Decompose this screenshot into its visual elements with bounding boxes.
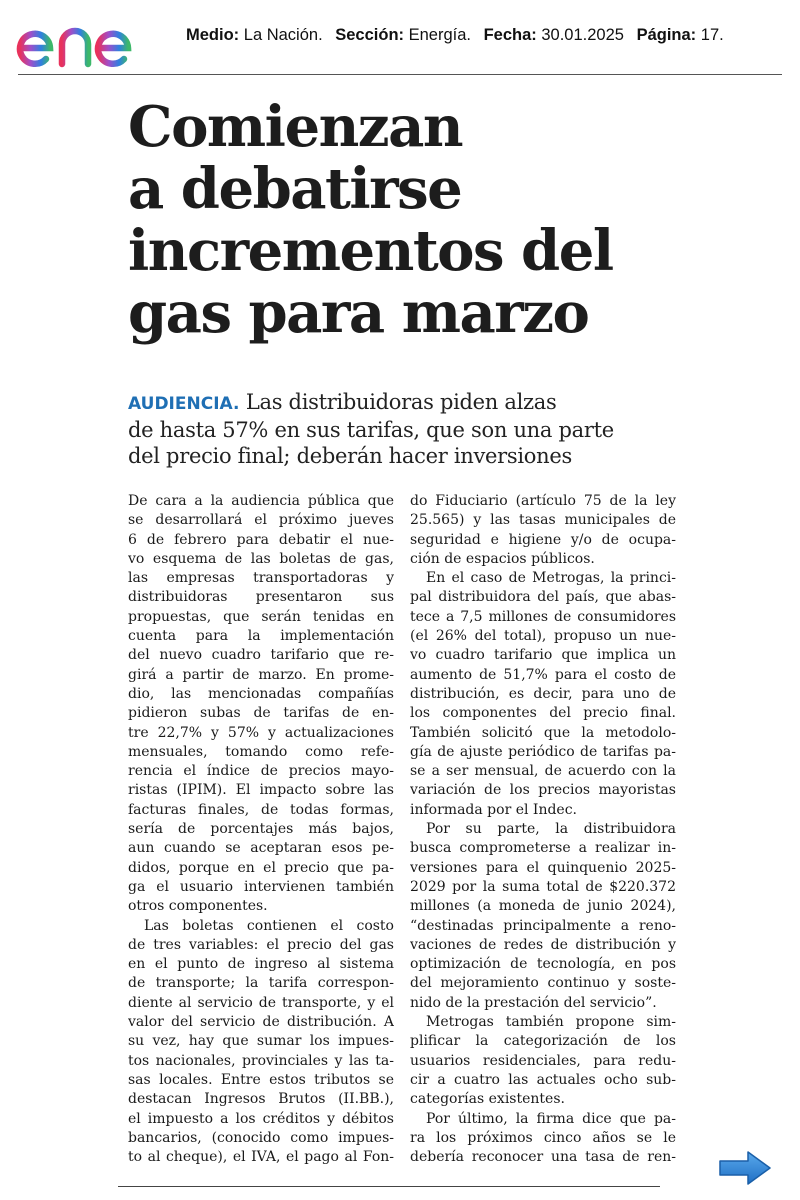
article-headline (128, 96, 688, 344)
body-text-line: nido de la prestación del servicio”. (410, 994, 657, 1011)
enel-logo (16, 8, 176, 70)
body-text-line: valor del servicio de distribución. A (128, 1014, 394, 1031)
pagina-label: Página: (636, 26, 697, 44)
body-text-line: tece a 7,5 millones de consumidores (410, 608, 676, 625)
body-text-line: variación de los precios mayoristas (410, 782, 676, 799)
body-text-line: destacan Ingresos Brutos (II.BB.), (128, 1091, 394, 1108)
body-text-line: bancarios, (conocido como impues- (128, 1129, 394, 1146)
body-text-line: distribuidoras presentaron sus (128, 589, 394, 606)
publication-meta (186, 26, 724, 45)
body-text-line: propuestas, que serán tenidas en (128, 608, 394, 625)
subhead-line: Las distribuidoras piden alzas (239, 390, 557, 414)
body-text-line: categorías existentes. (410, 1091, 565, 1108)
body-text-line: optimización de tecnología, en pos (410, 956, 676, 973)
body-text-line: sería de porcentajes más bajos, (128, 821, 394, 838)
article-body-left-column (128, 492, 394, 1167)
body-text-line: ga el usuario intervienen también (128, 878, 394, 895)
body-text-line: millones (a moneda de junio 2024), (410, 898, 676, 915)
body-text-line: seguridad e higiene y/o de ocupa- (410, 531, 676, 548)
headline-line: gas para marzo (128, 280, 589, 346)
headline-line: incrementos del (128, 218, 613, 284)
fecha-label: Fecha: (483, 26, 537, 44)
body-text-line: 2029 por la suma total de $220.372 (410, 878, 676, 895)
arrow-right-icon[interactable] (718, 1150, 772, 1186)
body-text-line: Las boletas contienen el costo (144, 917, 394, 934)
body-text-line: su vez, hay que sumar los impues- (128, 1033, 394, 1050)
body-text-line: tos nacionales, provinciales y las ta- (128, 1052, 394, 1069)
medio-label: Medio: (186, 26, 240, 44)
body-text-line: facturas finales, de todas formas, (128, 801, 394, 818)
body-text-line: vaciones de redes de distribución y (410, 936, 676, 953)
body-text-line: de transporte; la tarifa correspon- (128, 975, 394, 992)
body-text-line: cuenta para la implementación (128, 628, 394, 645)
body-text-line: versiones para el quinquenio 2025- (410, 859, 676, 876)
body-text-line: de tres variables: el precio del gas (128, 936, 394, 953)
pagina-value: 17. (700, 26, 724, 44)
body-text-line: cir a cuatro las actuales ocho sub- (410, 1071, 676, 1088)
body-text-line: De cara a la audiencia pública que (128, 493, 394, 509)
body-text-line: diente al servicio de transporte, y el (128, 994, 394, 1011)
body-text-line: tre 22,7% y 57% y actualizaciones (128, 724, 394, 741)
body-text-line: del nuevo cuadro tarifario que re- (128, 647, 394, 664)
body-text-line: otros componentes. (128, 898, 268, 915)
body-text-line: aumento de 51,7% para el costo de (410, 666, 676, 683)
body-text-line: usuarios residenciales, para redu- (410, 1052, 676, 1069)
body-text-line: el impuesto a los créditos y débitos (128, 1110, 394, 1127)
body-text-line: gía de ajuste periódico de tarifas pa- (410, 743, 676, 760)
body-text-line: 25.565) y las tasas municipales de (410, 512, 676, 529)
body-text-line: ción de espacios públicos. (410, 550, 595, 567)
body-text-line: los componentes del precio final. (410, 705, 676, 722)
clipping-header (0, 0, 800, 76)
body-text-line: pal distribuidora del país, que abas- (410, 589, 676, 606)
header-divider (18, 74, 782, 75)
body-text-line: (el 26% del total), propuso un nue- (410, 628, 676, 645)
subhead-kicker: AUDIENCIA. (128, 394, 240, 414)
body-text-line: Metrogas también propone sim- (426, 1014, 676, 1031)
body-text-line: rencia el índice de precios mayo- (128, 763, 394, 780)
medio-value: La Nación. (243, 26, 323, 44)
body-text-line: pidieron subas de tarifas de en- (128, 705, 394, 722)
body-text-line: vo cuadro tarifario que implica un (410, 647, 676, 664)
body-text-line: En el caso de Metrogas, la princi- (426, 570, 676, 587)
body-text-line: del mejoramiento continuo y soste- (410, 975, 676, 992)
body-text-line: se desarrollará el próximo jueves (128, 512, 394, 529)
body-text-line: vo esquema de las boletas de gas, (128, 550, 394, 567)
body-text-line: plificar la categorización de los (410, 1033, 676, 1050)
subhead-line: del precio final; deberán hacer inversiones (128, 444, 572, 468)
body-text-line: También solicitó que la metodolo- (410, 724, 676, 741)
body-text-line: busca comprometerse a realizar in- (410, 840, 676, 857)
body-text-line: las empresas transportadoras y (128, 570, 394, 587)
body-text-line: aun cuando se aceptaran esos pe- (128, 840, 394, 857)
body-text-line: sas locales. Entre estos tributos se (128, 1071, 394, 1088)
body-text-line: dio, las mencionadas compañías (128, 685, 394, 702)
fecha-value: 30.01.2025 (541, 26, 624, 44)
article-subhead (128, 389, 668, 469)
seccion-value: Energía. (408, 26, 471, 44)
subhead-line: de hasta 57% en sus tarifas, que son una parte (128, 418, 614, 442)
article-body-right-column (410, 492, 676, 1167)
body-text-line: 6 de febrero para debatir el nue- (128, 531, 394, 548)
body-text-line: girá a partir de marzo. En prome- (128, 666, 394, 683)
body-text-line: didos, porque en el precio que pa- (128, 859, 394, 876)
body-text-line: en el punto de ingreso al sistema (128, 956, 394, 973)
body-text-line: Por último, la firma dice que pa- (426, 1110, 676, 1127)
body-text-line: ristas (IPIM). El impacto sobre las (128, 782, 394, 799)
body-text-line: do Fiduciario (artículo 75 de la ley (410, 493, 676, 509)
body-text-line: to al cheque), el IVA, el pago al Fon- (128, 1149, 394, 1166)
body-text-line: informada por el Indec. (410, 801, 578, 818)
seccion-label: Sección: (335, 26, 405, 44)
body-text-line: mensuales, tomando como refe- (128, 743, 394, 760)
body-text-line: se a ser mensual, de acuerdo con la (410, 763, 676, 780)
headline-line: a debatirse (128, 156, 462, 222)
body-text-line: Por su parte, la distribuidora (426, 821, 676, 838)
headline-line: Comienzan (128, 94, 463, 160)
body-text-line: “destinadas principalmente a reno- (410, 917, 676, 934)
bottom-divider (118, 1186, 660, 1187)
body-text-line: distribución, es decir, para uno de (410, 685, 676, 702)
body-text-line: debería reconocer una tasa de ren- (410, 1149, 676, 1166)
body-text-line: ra los próximos cinco años se le (410, 1129, 676, 1146)
